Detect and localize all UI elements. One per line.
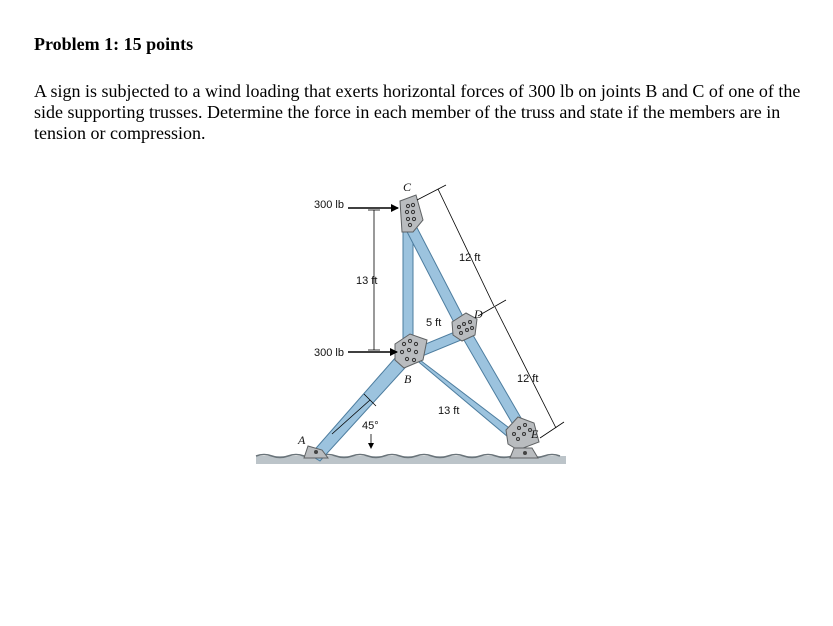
problem-statement: A sign is subjected to a wind loading that exerts horizontal forces of 300 lb on joints B and C of one of the side supporting trusses. Determine the force in each member of the truss and state if the members are in tension or compression. bbox=[34, 81, 801, 143]
truss-diagram bbox=[252, 172, 572, 472]
dimension-label-bd: 5 ft bbox=[426, 317, 442, 329]
angle-label-a: 45° bbox=[362, 420, 379, 432]
problem-title: Problem 1: 15 points bbox=[34, 34, 194, 54]
gusset-c bbox=[400, 195, 423, 232]
dimension-cd bbox=[417, 185, 506, 316]
joint-label-d: D bbox=[474, 307, 483, 321]
joint-label-a: A bbox=[298, 433, 306, 447]
dimension-label-cd: 12 ft bbox=[459, 252, 481, 264]
load-label-bottom: 300 lb bbox=[314, 347, 344, 359]
dimension-label-be: 13 ft bbox=[438, 405, 460, 417]
dimension-label-de: 12 ft bbox=[517, 373, 539, 385]
joint-label-c: C bbox=[403, 180, 412, 194]
dimension-label-bc: 13 ft bbox=[356, 275, 378, 287]
joint-label-b: B bbox=[404, 372, 412, 386]
joint-label-e: E bbox=[531, 427, 539, 441]
member-ab bbox=[310, 349, 413, 461]
load-label-top: 300 lb bbox=[314, 199, 344, 211]
support-e bbox=[510, 448, 538, 458]
truss-figure bbox=[252, 172, 572, 477]
